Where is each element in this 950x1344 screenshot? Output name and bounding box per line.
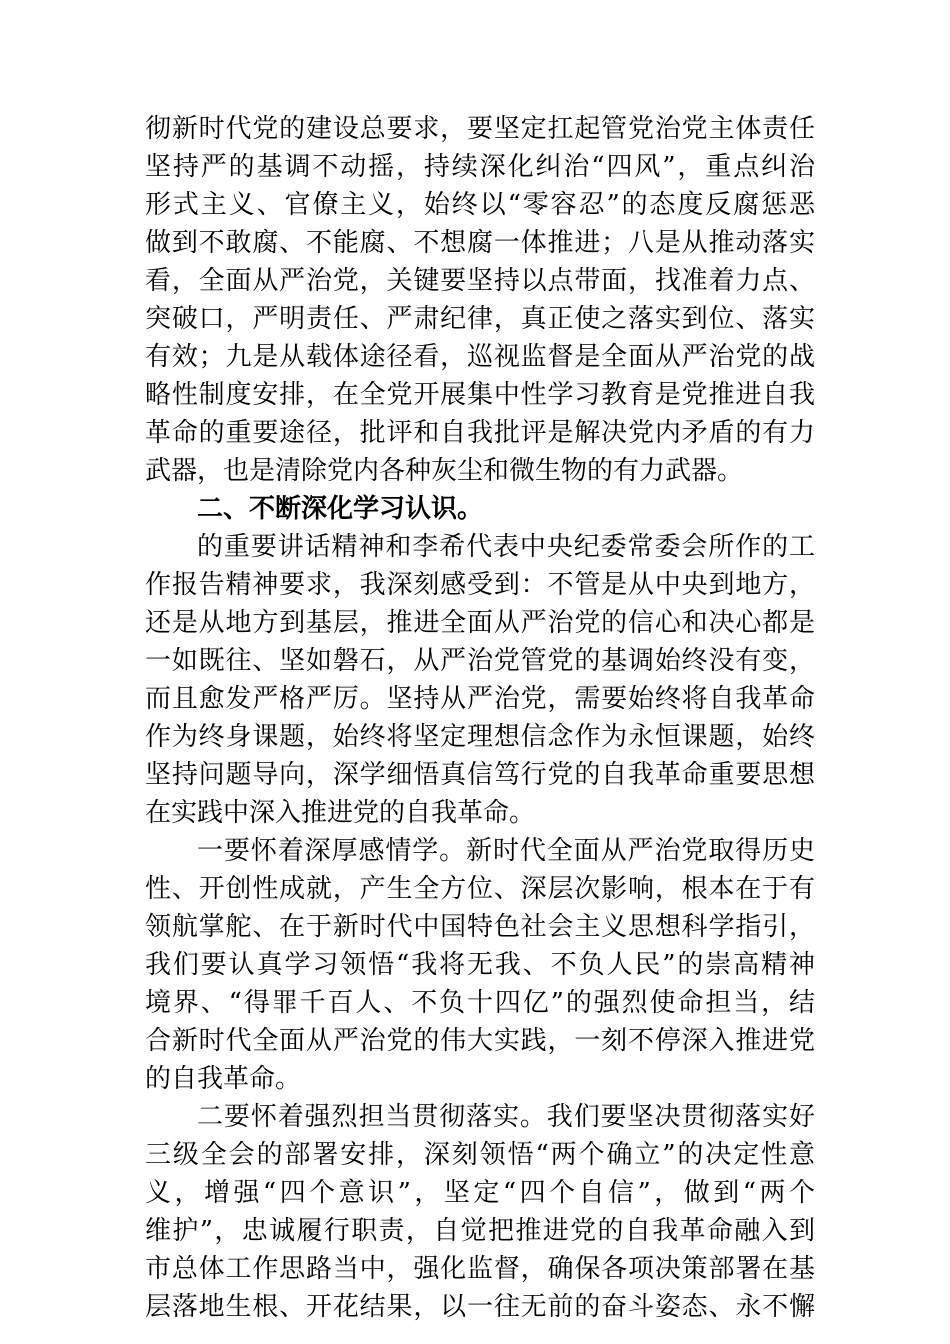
paragraph-line: 在实践中深入推进党的自我革命。: [145, 798, 536, 828]
paragraph-line: 境界、“得罪千百人、不负十四亿”的强烈使命担当，结: [145, 988, 815, 1018]
paragraph-line: 的自我革命。: [145, 1064, 302, 1094]
paragraph-line: 坚持问题导向，深学细悟真信笃行党的自我革命重要思想: [145, 760, 815, 790]
paragraph-line: 做到不敢腐、不能腐、不想腐一体推进；八是从推动落实: [145, 228, 815, 258]
paragraph-line: 而且愈发严格严厉。坚持从严治党，需要始终将自我革命: [145, 684, 815, 714]
section-heading: 二、不断深化学习认识。: [197, 494, 484, 524]
paragraph-line: 作为终身课题，始终将坚定理想信念作为永恒课题，始终: [145, 722, 815, 752]
paragraph-line: 还是从地方到基层，推进全面从严治党的信心和决心都是: [145, 608, 815, 638]
paragraph-line: 一如既往、坚如磐石，从严治党管党的基调始终没有变，: [145, 646, 815, 676]
paragraph-line: 我们要认真学习领悟“我将无我、不负人民”的崇高精神: [145, 950, 815, 980]
paragraph-line: 革命的重要途径，批评和自我批评是解决党内矛盾的有力: [145, 418, 815, 448]
paragraph-line: 层落地生根、开花结果，以一往无前的奋斗姿态、永不懈: [145, 1292, 815, 1322]
paragraph-line: 市总体工作思路当中，强化监督，确保各项决策部署在基: [145, 1254, 815, 1284]
paragraph-line: 看，全面从严治党，关键要坚持以点带面，找准着力点、: [145, 266, 815, 296]
paragraph-line: 维护”，忠诚履行职责，自觉把推进党的自我革命融入到: [145, 1216, 815, 1246]
paragraph-line: 合新时代全面从严治党的伟大实践，一刻不停深入推进党: [145, 1026, 815, 1056]
paragraph-line: 武器，也是清除党内各种灰尘和微生物的有力武器。: [145, 456, 744, 486]
paragraph-line: 略性制度安排，在全党开展集中性学习教育是党推进自我: [145, 380, 815, 410]
paragraph-line: 彻新时代党的建设总要求，要坚定扛起管党治党主体责任: [145, 114, 815, 144]
paragraph-line: 坚持严的基调不动摇，持续深化纠治“四风”，重点纠治: [145, 152, 815, 182]
paragraph-line: 作报告精神要求，我深刻感受到：不管是从中央到地方，: [145, 570, 815, 600]
paragraph-line: 一要怀着深厚感情学。新时代全面从严治党取得历史: [197, 836, 815, 866]
document-body: [145, 110, 815, 1326]
paragraph-line: 义，增强“四个意识”，坚定“四个自信”，做到“两个: [145, 1178, 815, 1208]
paragraph-line: 领航掌舵、在于新时代中国特色社会主义思想科学指引，: [145, 912, 815, 942]
paragraph-line: 二要怀着强烈担当贯彻落实。我们要坚决贯彻落实好: [197, 1102, 815, 1132]
paragraph-line: 形式主义、官僚主义，始终以“零容忍”的态度反腐惩恶: [145, 190, 815, 220]
paragraph-line: 的重要讲话精神和李希代表中央纪委常委会所作的工: [197, 532, 815, 562]
paragraph-line: 有效；九是从载体途径看，巡视监督是全面从严治党的战: [145, 342, 815, 372]
paragraph-line: 突破口，严明责任、严肃纪律，真正使之落实到位、落实: [145, 304, 815, 334]
paragraph-line: 三级全会的部署安排，深刻领悟“两个确立”的决定性意: [145, 1140, 815, 1170]
paragraph-line: 性、开创性成就，产生全方位、深层次影响，根本在于有: [145, 874, 815, 904]
